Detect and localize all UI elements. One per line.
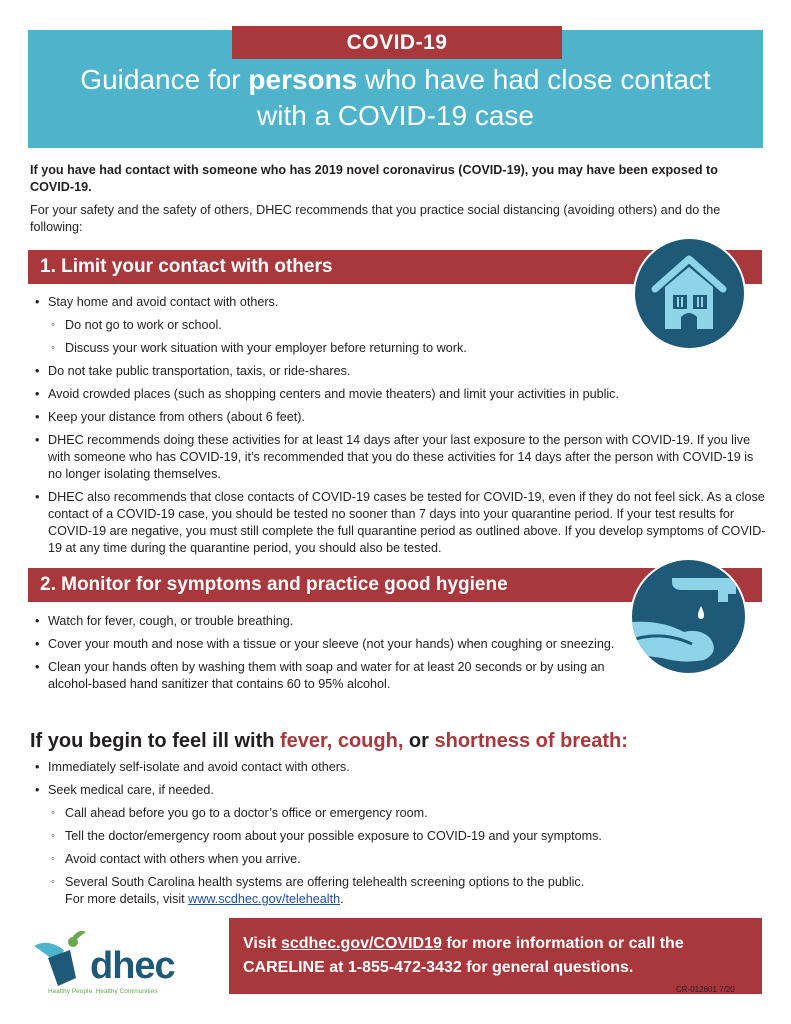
ill-heading: If you begin to feel ill with fever, cough, or shortness of breath: <box>30 730 628 752</box>
intro-bold: If you have had contact with someone who has 2019 novel coronavirus (COVID-19), you may have been exposed to COVID-19. <box>30 163 718 194</box>
footer-link[interactable]: scdhec.gov/COVID19 <box>280 935 442 952</box>
list-item: • Avoid crowded places (such as shopping centers and movie theaters) and limit your activities in public. <box>30 386 770 403</box>
section-2-list <box>30 613 640 699</box>
list-item: • DHEC recommends doing these activities for at least 14 days after your last exposure to the person with COVID-19. If you live with someone who has COVID-19, it’s recommended that you do these activities for 14 days after the person with COVID-19 is no longer isolating themselves. <box>30 432 770 483</box>
footer-callout: Visit scdhec.gov/COVID19 for more information or call the CARELINE at 1-855-472-3432 for general questions. <box>229 918 762 994</box>
list-item: • Clean your hands often by washing them with soap and water for at least 20 seconds or by using an alcohol-based hand sanitizer that contains 60 to 95% alcohol. <box>30 659 640 693</box>
list-item: • Seek medical care, if needed. <box>30 782 770 799</box>
list-item: ◦ Call ahead before you go to a doctor’s office or emergency room. <box>30 805 770 822</box>
covid-tag: COVID-19 <box>232 26 562 59</box>
handwashing-faucet-icon <box>630 558 747 675</box>
telehealth-link[interactable]: www.scdhec.gov/telehealth <box>188 892 341 906</box>
list-item: ◦ Do not go to work or school. <box>30 317 770 334</box>
list-item: • Do not take public transportation, taxis, or ride-shares. <box>30 363 770 380</box>
intro-text: For your safety and the safety of others, DHEC recommends that you practice social distancing (avoiding others) and do the following: <box>30 203 721 234</box>
dhec-logo-text: dhec <box>90 945 175 987</box>
section-1-heading: 1. Limit your contact with others <box>28 250 762 284</box>
document-code: CR-012601 7/20 <box>676 985 735 994</box>
list-item: • Immediately self-isolate and avoid contact with others. <box>30 759 770 776</box>
list-item: ◦ Tell the doctor/emergency room about your possible exposure to COVID-19 and your symptoms. <box>30 828 770 845</box>
list-item: • DHEC also recommends that close contacts of COVID-19 cases be tested for COVID-19, even if they do not feel sick. As a close contact of a COVID-19 case, you should be tested no sooner than 7 days into your quarantine period. If your test results for COVID-19 are negative, you must still complete the full quarantine period as outlined above. If you develop symptoms of COVID-19 at any time during the quarantine period, you should also be tested. <box>30 489 770 557</box>
list-item: • Watch for fever, cough, or trouble breathing. <box>30 613 640 630</box>
list-item: ◦ Avoid contact with others when you arrive. <box>30 851 770 868</box>
list-item: ◦ Discuss your work situation with your employer before returning to work. <box>30 340 770 357</box>
ill-list <box>30 759 770 914</box>
list-item: ◦ Several South Carolina health systems are offering telehealth screening options to the public. For more details, visit www.scdhec.gov/telehealth. <box>30 874 770 908</box>
list-item: • Stay home and avoid contact with others. <box>30 294 770 311</box>
list-item: • Keep your distance from others (about 6 feet). <box>30 409 770 426</box>
logo-tagline: Healthy People. Healthy Communities <box>48 988 158 995</box>
section-2-heading: 2. Monitor for symptoms and practice good hygiene <box>28 568 762 602</box>
list-item: • Cover your mouth and nose with a tissue or your sleeve (not your hands) when coughing or sneezing. <box>30 636 640 653</box>
section-1-list <box>30 294 770 563</box>
page-title: Guidance for persons who have had close contact with a COVID-19 case <box>80 64 711 131</box>
